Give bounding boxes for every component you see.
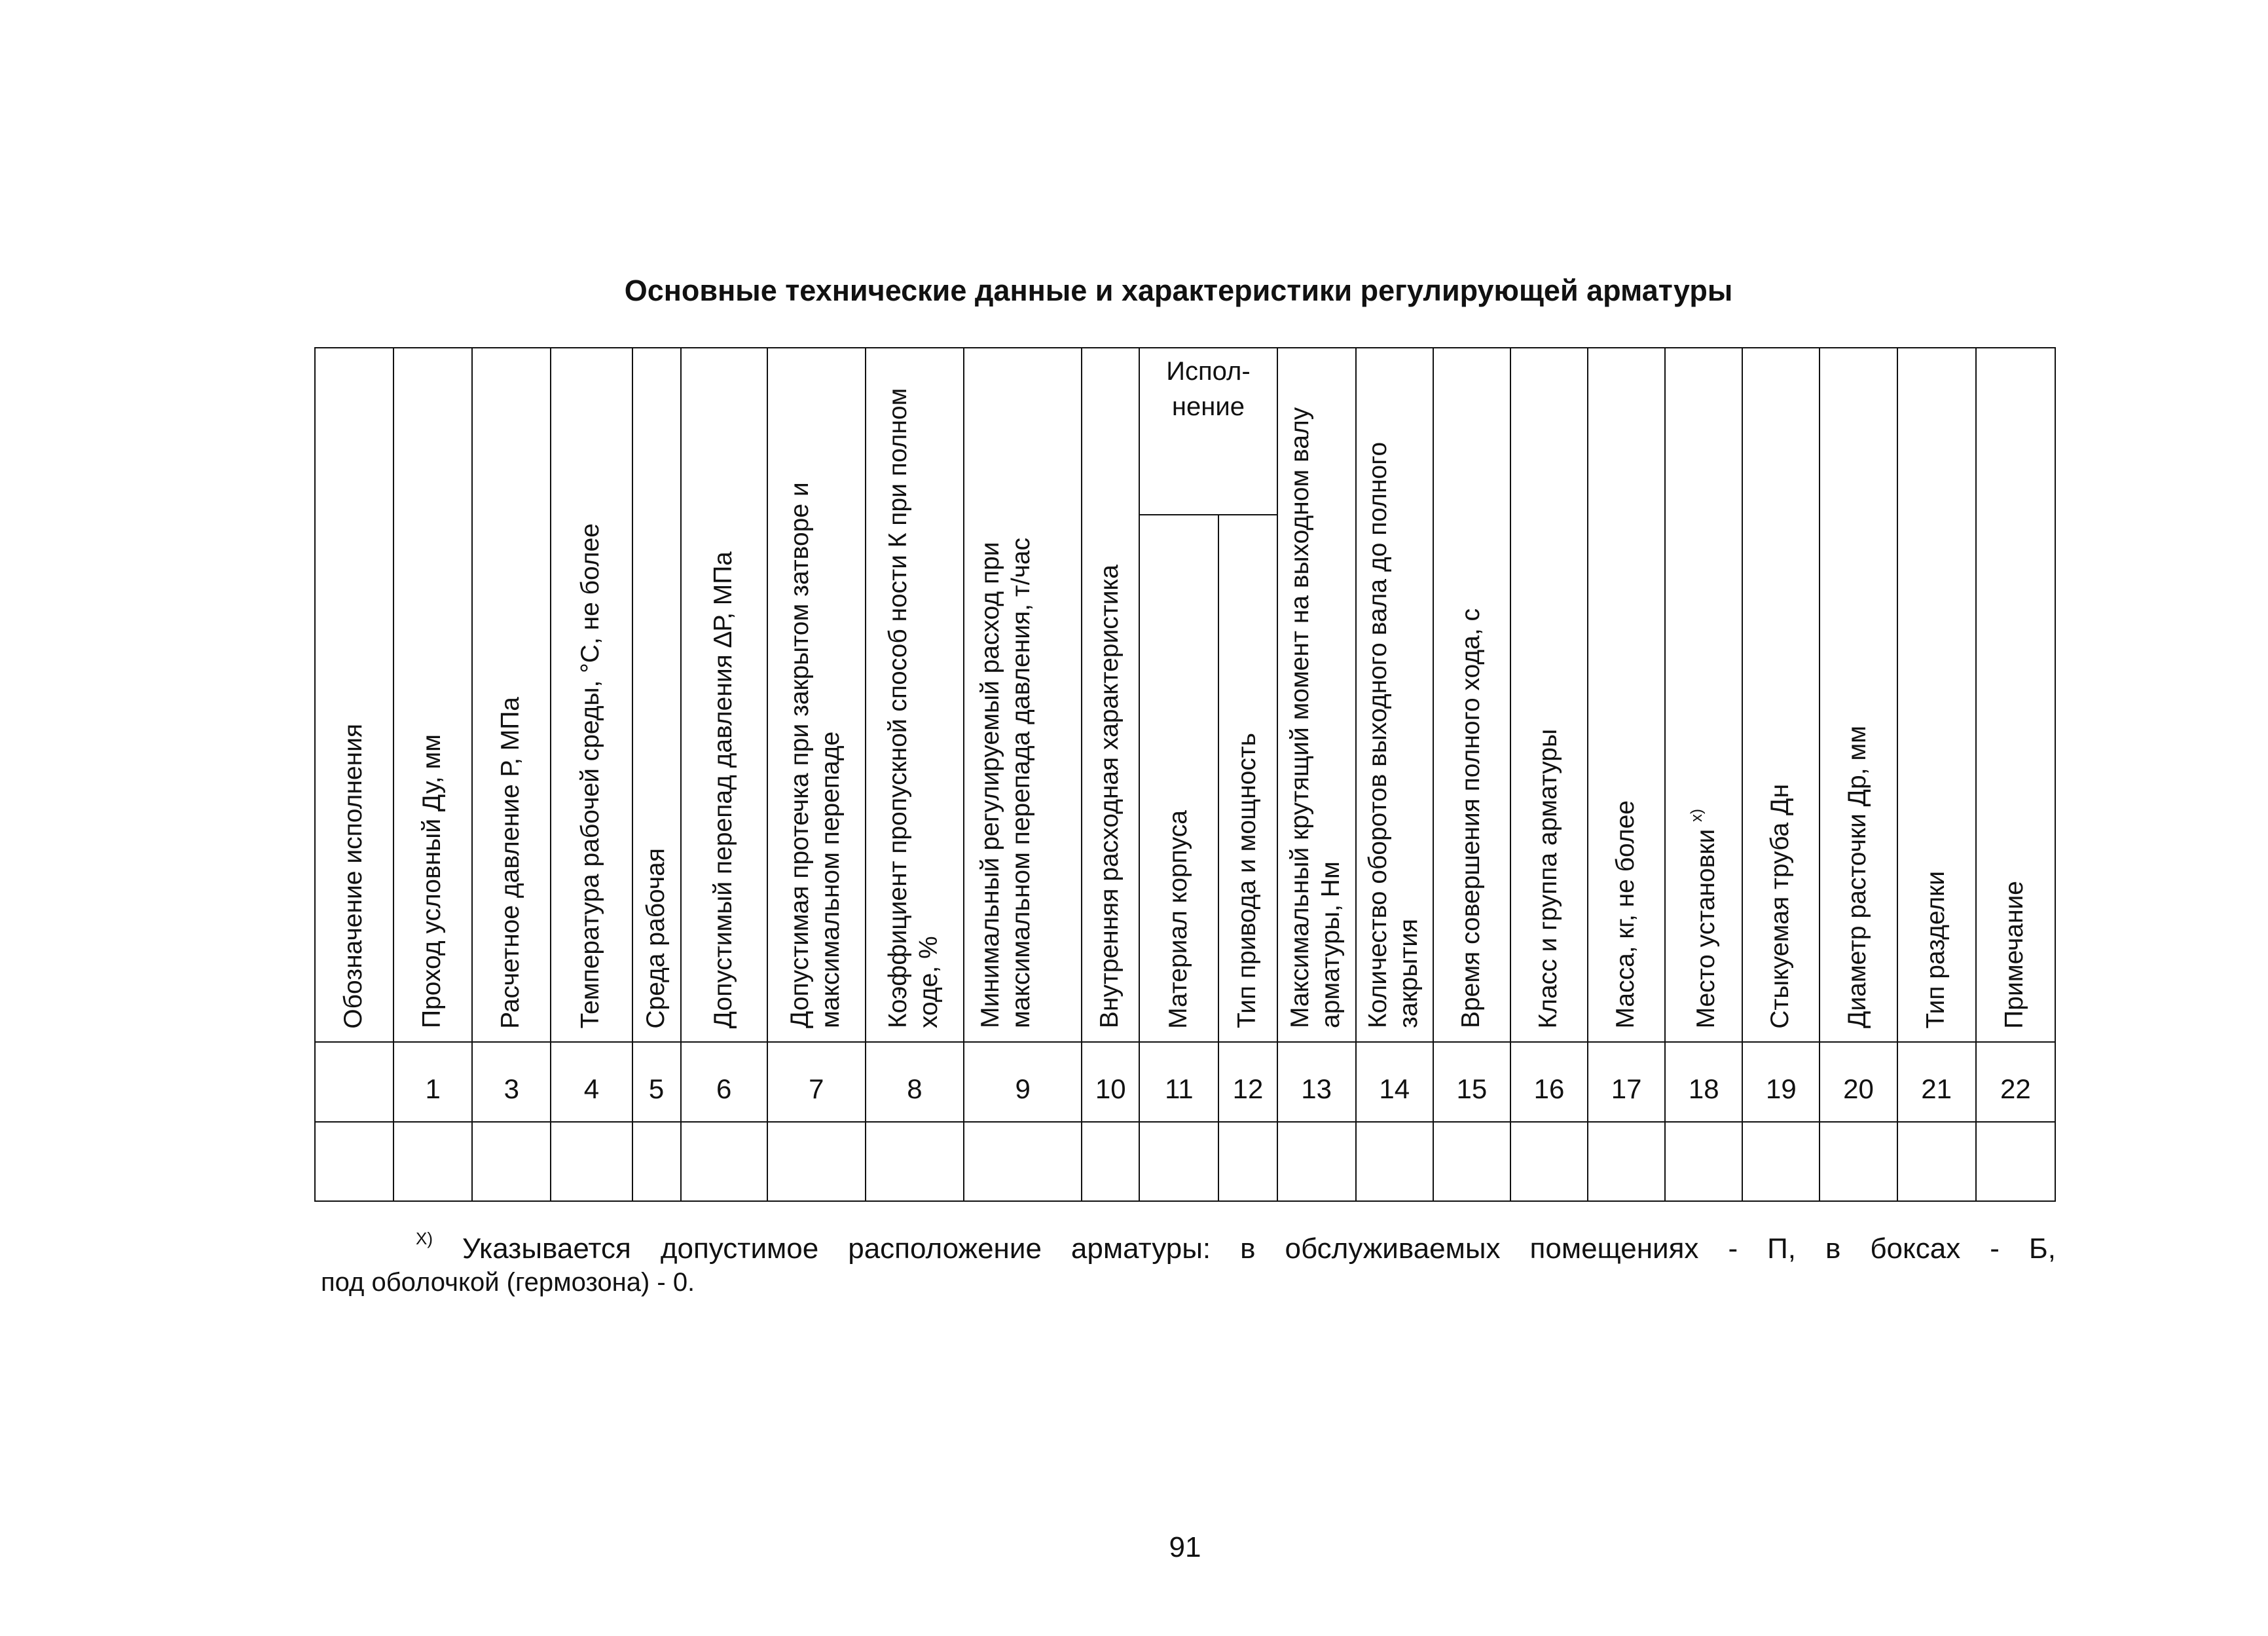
column-number: 13 [1277,1042,1356,1121]
col-header-11: Материал корпуса [1139,515,1218,1043]
col-header-16: Класс и группа арматуры [1510,348,1588,1042]
footnote-line-1 [321,1231,2056,1267]
table-cell [1082,1122,1139,1201]
col-header-5: Среда рабочая [632,348,681,1042]
col-header-9: Минимальный регулируемый расход при максимальном перепада давления, т/час [964,348,1082,1042]
table-cell [1588,1122,1665,1201]
column-number: 4 [551,1042,632,1121]
page-title: Основные технические данные и характеристики регулирующей арматуры [624,274,1733,307]
column-number: 6 [681,1042,767,1121]
column-number: 22 [1976,1042,2055,1121]
table-cell [1897,1122,1976,1201]
table-cell [393,1122,472,1201]
table-cell [1976,1122,2055,1201]
page-number: 91 [1169,1531,1201,1563]
table-cell [1665,1122,1742,1201]
col-header-2: Проход условный Ду, мм [393,348,472,1042]
table-cell [1139,1122,1218,1201]
col-header-21: Тип разделки [1897,348,1976,1042]
table-cell [472,1122,551,1201]
table-cell [1356,1122,1433,1201]
header-row [315,348,2055,515]
column-number: 11 [1139,1042,1218,1121]
col-header-1: Обозначение исполнения [315,348,393,1042]
col-header-3: Расчетное давление Р, МПа [472,348,551,1042]
column-number: 18 [1665,1042,1742,1121]
table-cell [1277,1122,1356,1201]
table-cell [1510,1122,1588,1201]
column-number: 21 [1897,1042,1976,1121]
table-cell [964,1122,1082,1201]
column-number: 14 [1356,1042,1433,1121]
column-number: 12 [1218,1042,1277,1121]
column-number: 15 [1433,1042,1510,1121]
footnote-text: Указывается допустимое расположение арматуры: в обслуживаемых помещениях - П, в боксах - Б, [462,1233,2056,1265]
column-number: 3 [472,1042,551,1121]
col-header-6: Допустимый перепад давления ∆Р, МПа [681,348,767,1042]
table-cell [551,1122,632,1201]
column-number: 16 [1510,1042,1588,1121]
col-header-20: Диаметр расточки Др, мм [1820,348,1897,1042]
column-number: 1 [393,1042,472,1121]
footnote-ref-mark: х) [1688,809,1706,822]
footnote-mark: Х) [416,1229,433,1248]
column-number [315,1042,393,1121]
footnote-line-2: под оболочкой (гермозона) - 0. [321,1267,695,1297]
column-number: 20 [1820,1042,1897,1121]
table-cell [767,1122,866,1201]
table-cell [866,1122,964,1201]
col-header-15: Время совершения полного хода, с [1433,348,1510,1042]
col-header-10: Внутренняя расходная характеристика [1082,348,1139,1042]
col-group-execution: Испол- нение [1139,348,1277,515]
table-cell [1820,1122,1897,1201]
table-cell [681,1122,767,1201]
table-cell [315,1122,393,1201]
col-header-7: Допустимая протечка при закрытом затворе и максимальном перепаде [767,348,866,1042]
spec-table [314,347,2056,1202]
col-header-12: Тип привода и мощность [1218,515,1277,1043]
col-header-18 [1665,348,1742,1042]
footnote [321,1231,2056,1298]
column-number: 17 [1588,1042,1665,1121]
col-header-8: Коэффициент пропускной способ ности К при полном ходе, % [866,348,964,1042]
table-cell [632,1122,681,1201]
col-header-14: Количество оборотов выходного вала до полного закрытия [1356,348,1433,1042]
column-number: 7 [767,1042,866,1121]
col-header-22: Примечание [1976,348,2055,1042]
empty-data-row [315,1122,2055,1201]
table-cell [1433,1122,1510,1201]
col-header-19: Стыкуемая труба Дн [1742,348,1820,1042]
col-header-17: Масса, кг, не более [1588,348,1665,1042]
col-header-18-label: Место установки [1692,828,1721,1029]
column-number: 5 [632,1042,681,1121]
col-header-4: Температура рабочей среды, °С, не более [551,348,632,1042]
column-number: 10 [1082,1042,1139,1121]
column-number: 19 [1742,1042,1820,1121]
column-number: 9 [964,1042,1082,1121]
table-cell [1742,1122,1820,1201]
table-cell [1218,1122,1277,1201]
column-number-row [315,1042,2055,1121]
column-number: 8 [866,1042,964,1121]
col-header-13: Максимальный крутящий момент на выходном валу арматуры, Нм [1277,348,1356,1042]
